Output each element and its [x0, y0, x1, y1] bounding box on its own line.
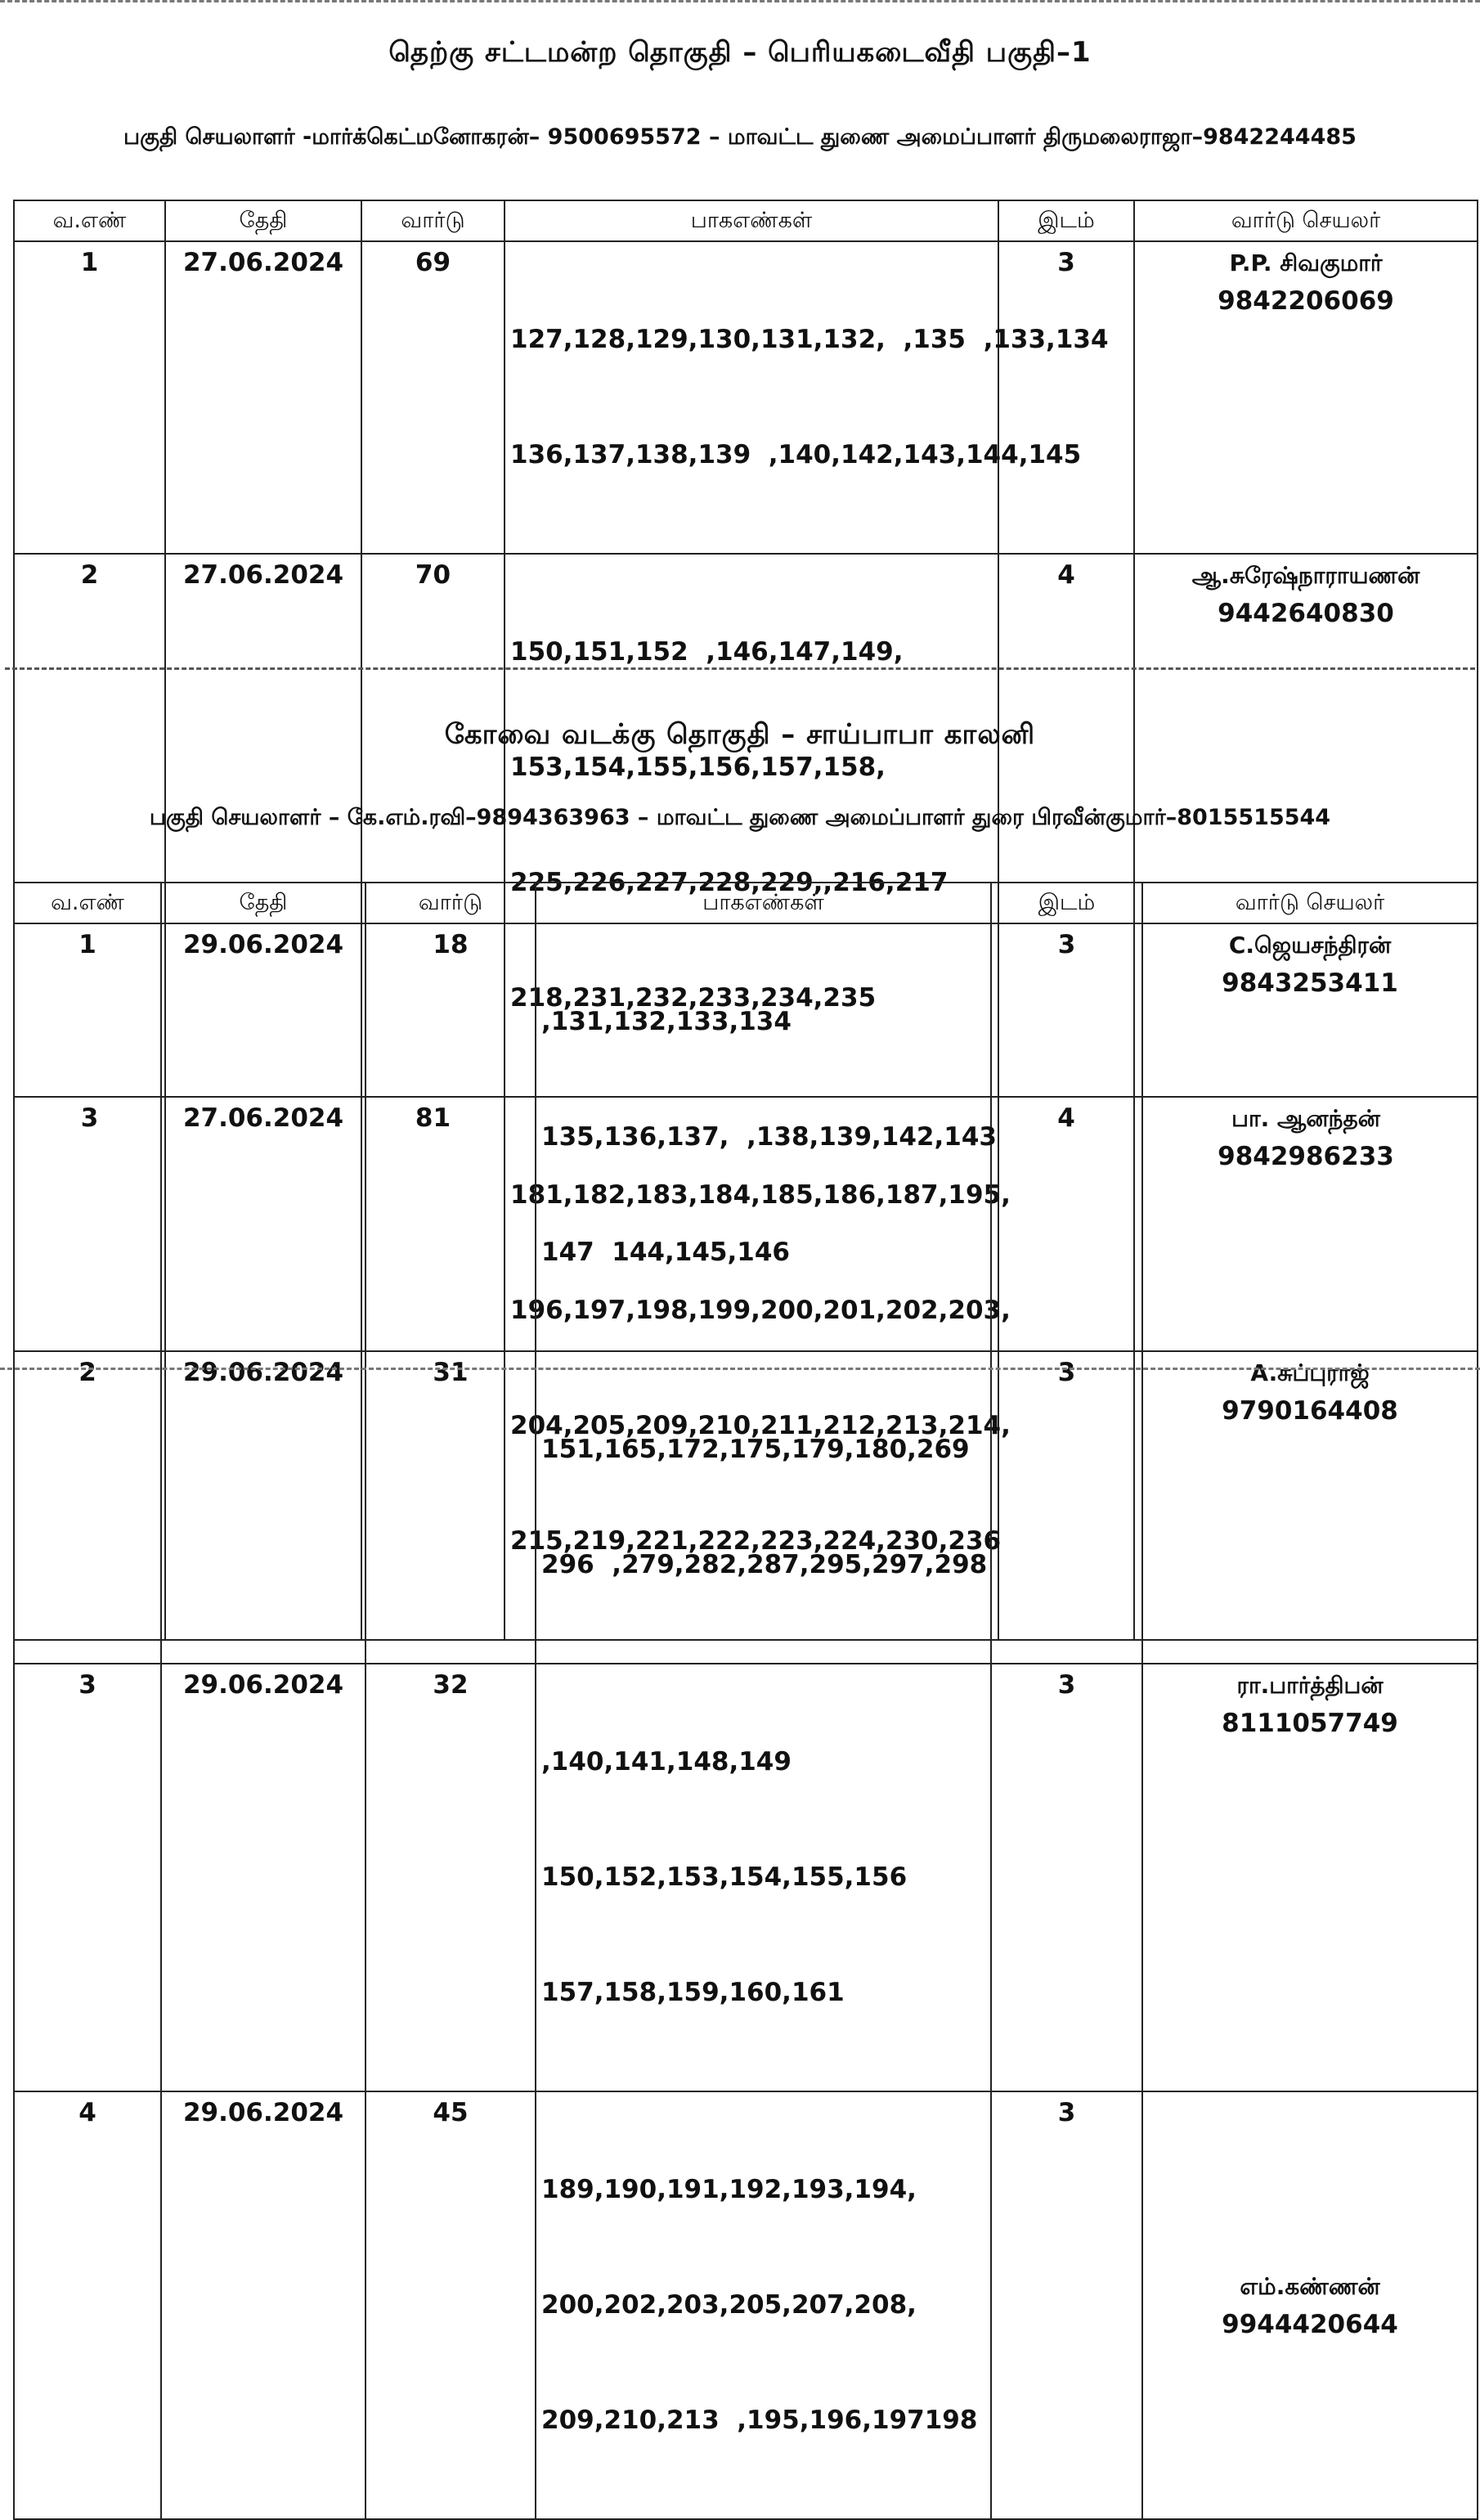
header-place: இடம்: [998, 200, 1134, 241]
header-sno: வ.எண்: [14, 200, 165, 241]
header-date: தேதி: [161, 883, 366, 923]
cell-place: 4: [998, 1097, 1134, 1640]
secretary-name: P.P. சிவகுமார்: [1229, 249, 1383, 276]
booth-line: 196,197,198,199,200,201,202,203,: [510, 1296, 1011, 1325]
header-ward: வார்டு: [361, 200, 505, 241]
cell-sno: 3: [14, 1097, 165, 1640]
cell-secretary: [1134, 241, 1478, 554]
booth-line: 147 144,145,146: [541, 1238, 790, 1267]
cell-ward: 70: [361, 554, 505, 1097]
secretary-phone: 9944420644: [1222, 2309, 1398, 2339]
booth-line: 150,151,152 ,146,147,149,: [510, 637, 904, 667]
secretary-name: பா. ஆனந்தன்: [1231, 1105, 1380, 1132]
cell-ward: 45: [366, 2091, 536, 2519]
header-booths: பாகஎண்கள்: [505, 200, 998, 241]
bottom-edge-divider: [0, 1368, 1480, 1370]
secretary-name: ரா.பார்த்திபன்: [1236, 1672, 1384, 1699]
booth-line: 189,190,191,192,193,194,: [541, 2175, 917, 2204]
booth-line: 218,231,232,233,234,235: [510, 983, 877, 1013]
booth-line: 181,182,183,184,185,186,187,195,: [510, 1180, 1011, 1210]
header-ward: வார்டு: [366, 883, 536, 923]
secretary-phone: 9843253411: [1222, 968, 1398, 998]
booth-line: ,131,132,133,134: [541, 1007, 792, 1036]
booth-line: 150,152,153,154,155,156: [541, 1862, 908, 1892]
cell-secretary: [1142, 2091, 1478, 2519]
section-1-subtitle: பகுதி செயலாளர் -மார்க்கெட்மனோகரன்– 9500695572 – மாவட்ட துணை அமைப்பாளர் திருமலைராஜா–9842244485: [123, 124, 1357, 150]
secretary-phone: 9842206069: [1218, 286, 1394, 316]
cell-date: 27.06.2024: [165, 241, 361, 554]
section-divider: [5, 667, 1475, 670]
secretary-phone: 9442640830: [1218, 599, 1394, 628]
cell-sno: 2: [14, 1351, 161, 1664]
section-2-title: கோவை வடக்கு தொகுதி – சாய்பாபா காலனி: [444, 718, 1036, 751]
booth-line: ,140,141,148,149: [541, 1747, 792, 1777]
booth-line: 127,128,129,130,131,132, ,135 ,133,134: [510, 325, 1109, 354]
cell-ward: 18: [366, 923, 536, 1351]
cell-sno: 1: [14, 923, 161, 1351]
top-edge-divider: [0, 0, 1480, 2]
cell-ward: 69: [361, 241, 505, 554]
cell-place: 4: [998, 554, 1134, 1097]
secretary-name: C.ஜெயசந்திரன்: [1228, 932, 1392, 959]
cell-ward: 32: [366, 1664, 536, 2091]
cell-date: 27.06.2024: [165, 554, 361, 1097]
table-header-row: [14, 200, 1478, 241]
table-row: [14, 923, 1478, 1351]
header-sno: வ.எண்: [14, 883, 161, 923]
cell-secretary: [1142, 1664, 1478, 2091]
cell-booths: [536, 1664, 991, 2091]
cell-sno: 1: [14, 241, 165, 554]
cell-place: 3: [991, 923, 1142, 1351]
booth-line: 209,210,213 ,195,196,197198: [541, 2405, 978, 2435]
table-row: [14, 1351, 1478, 1664]
cell-date: 29.06.2024: [161, 923, 366, 1351]
table-row: [14, 1664, 1478, 2091]
cell-date: 27.06.2024: [165, 1097, 361, 1640]
booth-line: 204,205,209,210,211,212,213,214,: [510, 1411, 1011, 1440]
cell-secretary: [1142, 923, 1478, 1351]
booth-line: 225,226,227,228,229,,216,217: [510, 868, 949, 897]
cell-booths: [536, 1351, 991, 1664]
table-row: [14, 241, 1478, 554]
cell-place: 3: [998, 241, 1134, 554]
secretary-name: எம்.கண்ணன்: [1240, 2272, 1380, 2300]
secretary-phone: 9790164408: [1222, 1396, 1398, 1426]
table-header-row: [14, 883, 1478, 923]
booth-line: 215,219,221,222,223,224,230,236: [510, 1526, 1002, 1556]
cell-place: 3: [991, 1664, 1142, 2091]
booth-line: 200,202,203,205,207,208,: [541, 2290, 917, 2320]
table-row: [14, 2091, 1478, 2519]
cell-ward: 31: [366, 1351, 536, 1664]
cell-date: 29.06.2024: [161, 1351, 366, 1664]
secretary-phone: 8111057749: [1222, 1709, 1398, 1738]
cell-sno: 4: [14, 2091, 161, 2519]
header-place: இடம்: [991, 883, 1142, 923]
cell-secretary: [1142, 1351, 1478, 1664]
cell-date: 29.06.2024: [161, 2091, 366, 2519]
booth-line: 136,137,138,139 ,140,142,143,144,145: [510, 440, 1082, 469]
cell-place: 3: [991, 2091, 1142, 2519]
cell-booths: [536, 2091, 991, 2519]
booth-line: 135,136,137, ,138,139,142,143: [541, 1122, 997, 1152]
booth-line: 153,154,155,156,157,158,: [510, 752, 886, 782]
cell-booths: [536, 923, 997, 1351]
booth-line: 151,165,172,175,179,180,269: [541, 1435, 970, 1464]
booth-line: 296 ,279,282,287,295,297,298: [541, 1550, 988, 1579]
cell-ward: 81: [361, 1097, 505, 1640]
header-date: தேதி: [165, 200, 361, 241]
header-ward-secretary: வார்டு செயலர்: [1134, 200, 1478, 241]
header-ward-secretary: வார்டு செயலர்: [1142, 883, 1478, 923]
cell-date: 29.06.2024: [161, 1664, 366, 2091]
secretary-name: A.சுப்புராஜ்: [1250, 1359, 1370, 1386]
cell-sno: 2: [14, 554, 165, 1097]
secretary-phone: 9842986233: [1218, 1142, 1394, 1171]
section-2-subtitle: பகுதி செயலாளர் – கே.எம்.ரவி–9894363963 – மாவட்ட துணை அமைப்பாளர் துரை பிரவீன்குமார்–8015515544: [149, 805, 1331, 830]
cell-sno: 3: [14, 1664, 161, 2091]
cell-place: 3: [991, 1351, 1142, 1664]
cell-booths: [505, 241, 1109, 554]
section-2-table: [13, 882, 1478, 2520]
section-1-title: தெற்கு சட்டமன்ற தொகுதி – பெரியகடைவீதி பகுதி–1: [388, 36, 1092, 69]
secretary-name: ஆ.சுரேஷ்நாராயணன்: [1191, 562, 1420, 589]
booth-line: 157,158,159,160,161: [541, 1978, 845, 2007]
header-booths: பாகஎண்கள்: [536, 883, 991, 923]
